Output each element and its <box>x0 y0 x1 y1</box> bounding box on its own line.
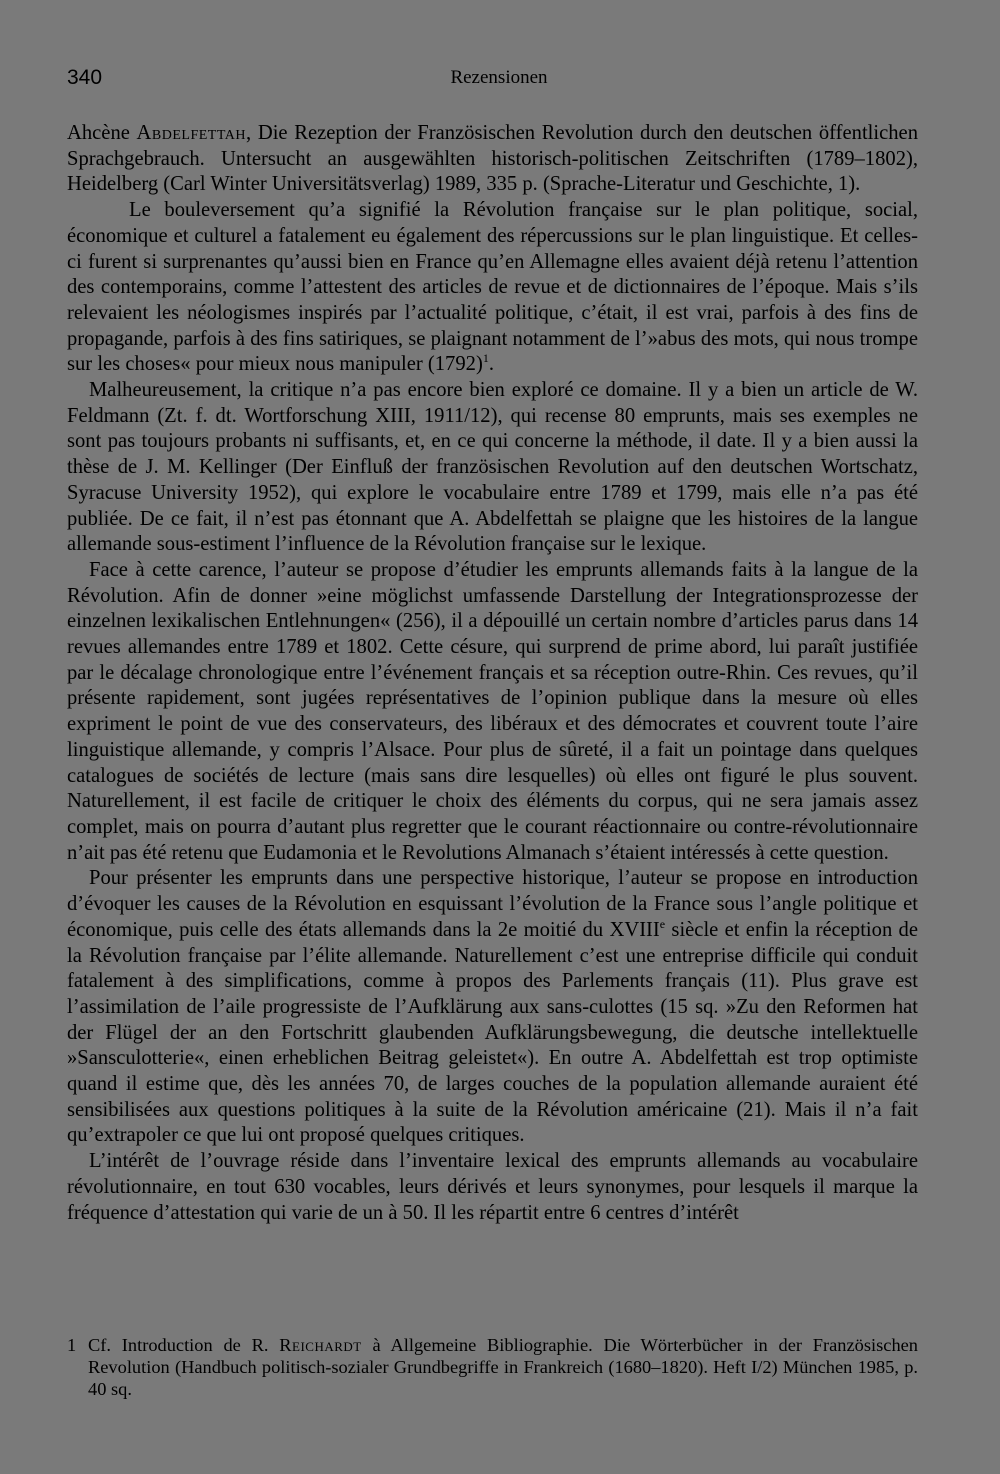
footnotes <box>67 1334 918 1400</box>
footnote-text-start: Cf. Introduction de R. <box>88 1335 280 1355</box>
footnote-author: Reichardt <box>279 1335 362 1355</box>
running-head: Rezensionen <box>450 67 548 88</box>
paragraph-text: Le bouleversement qu’a signifié la Révolution française sur le plan politique, social, économique et culturel a fatalement eu également des répercussions sur le plan linguistique. Et celles-ci furent si surprenantes qu’aussi bien en France qu’en Allemagne elles avaient déjà retenu l’attention des contemporains, comme l’attestent des articles de revue et de dictionnaires de l’époque. Mais s’ils relevaient les néologismes inspirés par l’actualité politique, c’était, il est vrai, parfois à des fins de propagande, parfois à des fins satiriques, se plaignant notamment de l’»abus des mots, qui nous trompe sur les choses« pour mieux nous manipuler (1792) <box>67 199 918 376</box>
footnote <box>67 1334 918 1400</box>
footnote-text-end: à Allgemeine Bibliographie. Die Wörterbücher in der Französischen Revolution (Handbuch politisch-sozialer Grundbegriffe in Frankreich (1680–1820). Heft I/2) München 1985, p. 40 sq. <box>88 1335 919 1399</box>
paragraph-text: Pour présenter les emprunts dans une perspective historique, l’auteur se propose en introduction d’évoquer les causes de la Révolution en esquissant l’évolution de la France sous l’angle politique et économique, puis celle des états allemands dans la 2e moitié du XVIII <box>67 867 918 941</box>
footnote-reference: 1 <box>482 351 489 366</box>
reviewed-author-last-name: Abdelfettah <box>136 122 247 144</box>
page-number: 340 <box>67 66 103 89</box>
paragraph-text: Malheureusement, la critique n’a pas encore bien exploré ce domaine. Il y a bien un article de W. Feldmann (Zt. f. dt. Wortforschung XIII, 1911/12), qui recense 80 emprunts, mais ses exemples ne sont pas toujours probants ni suffisants, et, en ce qui concerne la méthode, il date. Il y a bien aussi la thèse de J. M. Kellinger (Der Einfluß der französischen Revolution auf den deutschen Wortschatz, Syracuse University 1952), qui explore le vocabulaire entre 1789 et 1799, mais elle n’a pas été publiée. De ce fait, il n’est pas étonnant que A. Abdelfettah se plaigne que les histoires de la langue allemande sous-estiment l’influence de la Révolution française sur le lexique. <box>67 379 918 556</box>
reviewed-author-first-name: Ahcène <box>67 122 137 144</box>
century-superscript: e <box>659 916 666 931</box>
paragraph-text-end: . <box>488 353 494 376</box>
paragraph-text: Face à cette carence, l’auteur se propose d’étudier les emprunts allemands faits à la langue de la Révolution. Afin de donner »eine möglichst umfassende Darstellung der Integrationsprozesse der einzelnen lexikalischen Entlehnungen« (256), il a dépouillé un certain nombre d’articles parus dans 14 revues allemandes entre 1789 et 1802. Cette césure, qui surprend de prime abord, lui paraît justifiée par le décalage chronologique entre l’événement français et sa réception outre-Rhin. Ces revues, qu’il présente rapidement, sont jugées représentatives de l’opinion publique dans la mesure où elles expriment le point de vue des conservateurs, des libéraux et des démocrates et couvrent toute l’aire linguistique allemande, y compris l’Alsace. Pour plus de sûreté, il a fait un pointage dans quelques catalogues de sociétés de lecture (mais sans dire lesquelles) où elles ont figuré le plus souvent. Naturellement, il est facile de critiquer le choix des éléments du corpus, qui ne sera jamais assez complet, mais on pourra d’autant plus regretter que le courant réactionnaire ou contre-révolutionnaire n’ait pas été retenu que Eudamonia et le Revolutions Almanach s’étaient intéressés à cette question. <box>67 558 918 864</box>
citation-text: , Die Rezeption der Französischen Revolution durch den deutschen öffentlichen Sprachgebrauch. Untersucht an ausgewählten historisch-politischen Zeitschriften (1789–1802), Heidelberg (Carl Winter Universitätsverlag) 1989, 335 p. (Sprache-Literatur und Geschichte, 1). <box>67 122 918 196</box>
paragraph-text-continued: siècle et enfin la réception de la Révolution française par l’élite allemande. Naturellement c’est une entreprise difficile qui conduit fatalement à des simplifications, comme à propos des Parlements français (11). Plus grave est l’assimilation de l’aile progressiste de l’Aufklärung aux sans-culottes (15 sq. »Zu den Reformen hat der Flügel der an den Fortschritt glaubenden Aufklärungsbewegung, die deutsche intellektuelle »Sansculotterie«, einen erheblichen Beitrag geleistet«). En outre A. Abdelfettah est trop optimiste quand il estime que, dès les années 70, de larges couches de la population allemande auraient été sensibilisées aux questions politiques à la suite de la Révolution américaine (21). Mais il n’a fait qu’extrapoler ce que lui ont proposé quelques critiques. <box>67 918 918 1147</box>
footnote-number: 1 <box>67 1335 77 1355</box>
page-header <box>67 64 931 92</box>
paragraph-5 <box>67 1149 918 1226</box>
paragraph-1 <box>67 198 918 378</box>
review-citation <box>67 121 918 198</box>
footnote-text <box>88 1334 918 1400</box>
paragraph-text: L’intérêt de l’ouvrage réside dans l’inventaire lexical des emprunts allemands au vocabulaire révolutionnaire, en tout 630 vocables, leurs dérivés et leurs synonymes, pour lesquels il marque la fréquence d’attestation qui varie de un à 50. Il les répartit entre 6 centres d’intérêt <box>67 1150 918 1224</box>
review-body <box>67 121 918 1226</box>
paragraph-4 <box>67 866 918 1149</box>
paragraph-3 <box>67 558 918 866</box>
paragraph-2 <box>67 378 918 558</box>
